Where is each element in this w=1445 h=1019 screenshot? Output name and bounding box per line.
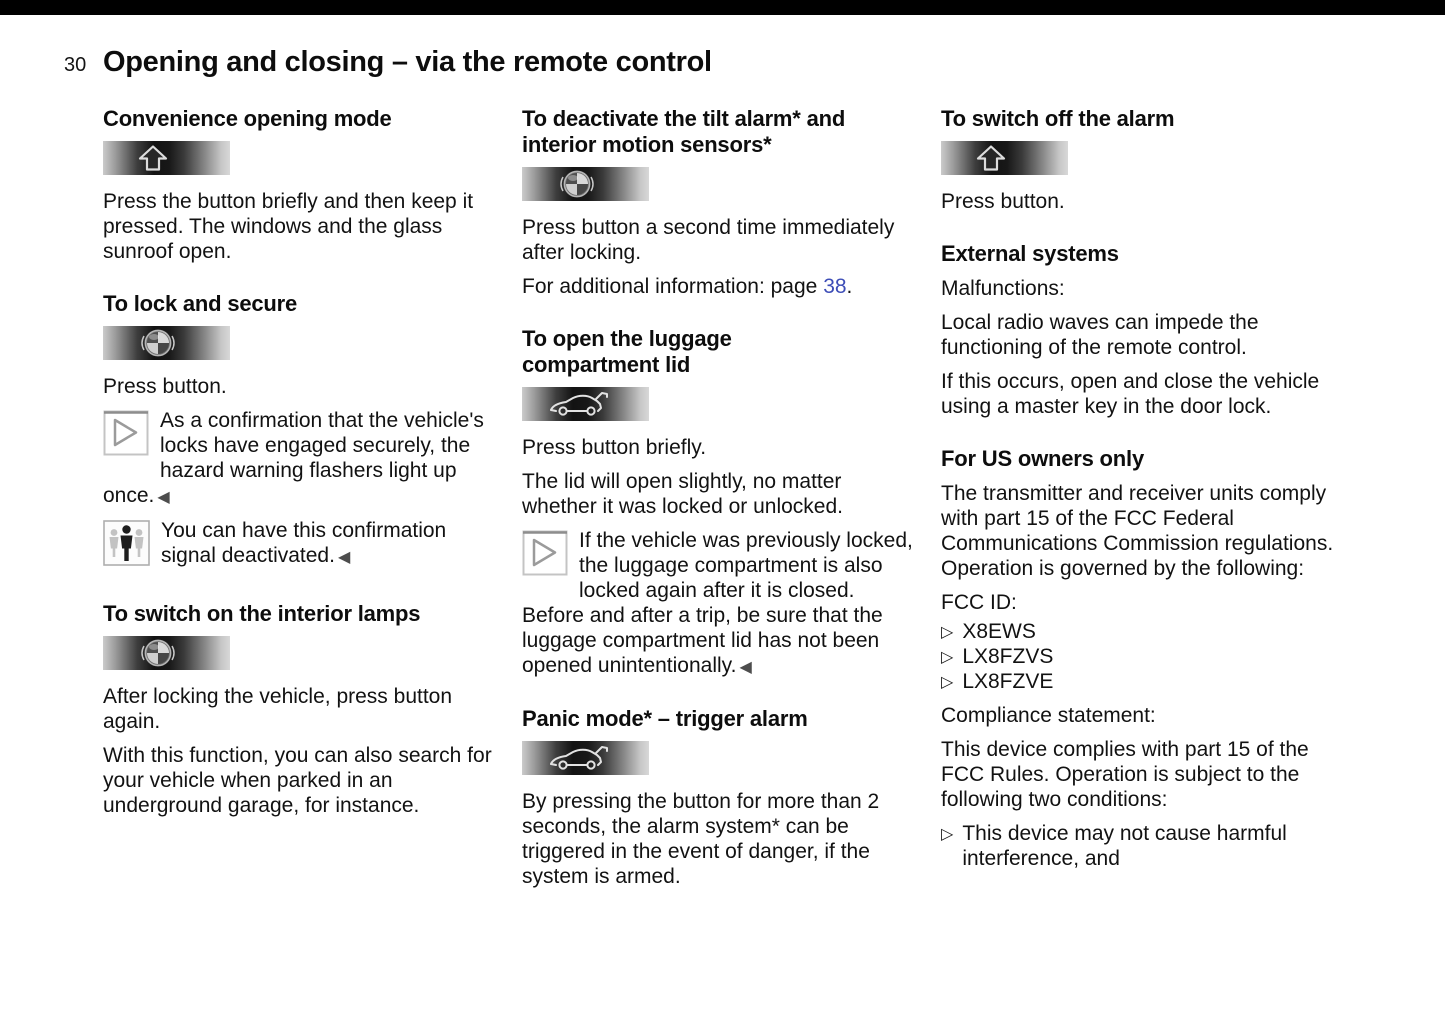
list-item [941,821,1338,871]
section-end-marker-icon: ◀ [157,487,170,506]
additional-info-text [522,274,919,299]
remote-lock-button-image-2 [103,636,230,670]
tilt-alarm-text: Press button a second time immediately after locking. [522,216,895,264]
note-triangle-icon [522,530,568,582]
note-signal-deactivated-text: You can have this confirmation signal deactivated. [161,519,447,567]
column-2 [522,106,919,898]
triangle-bullet-icon: ▷ [941,824,954,843]
arrow-up-icon [136,145,170,172]
top-black-bar [0,0,1445,15]
fcc-id-value: X8EWS [962,620,1036,643]
page-38-link[interactable]: 38 [823,275,847,298]
car-open-trunk-icon [547,744,611,772]
bmw-roundel-icon [555,168,599,200]
car-open-trunk-icon [547,390,611,418]
remote-lock-button-image-3 [522,167,649,201]
heading-panic-mode: Panic mode* – trigger alarm [522,706,808,731]
heading-for-us-owners: For US owners only [941,446,1144,471]
heading-convenience-opening-mode: Convenience opening mode [103,106,392,131]
triangle-bullet-icon: ▷ [941,647,954,666]
heading-deactivate-tilt-alarm: To deactivate the tilt alarm* and interior motion sensors* [522,106,846,157]
compliance-statement-label: Compliance statement: [941,704,1156,727]
list-item [941,619,1338,644]
malfunctions-text: Malfunctions: [941,277,1065,300]
lamps-text-1: After locking the vehicle, press button again. [103,685,453,733]
note-luggage-locked-text: If the vehicle was previously locked, the luggage compartment is also locked again after it is closed. Before and after a trip, be sure that the luggage compartment lid has not been opened unintentionally. [522,529,913,677]
triangle-bullet-icon: ▷ [941,672,954,691]
content-columns [103,106,1445,898]
convenience-opening-text: Press the button briefly and then keep it pressed. The windows and the glass sunroof open. [103,190,474,263]
remote-trunk-button-image [522,387,649,421]
condition-text: This device may not cause harmful interference, and [962,822,1287,870]
triangle-bullet-icon: ▷ [941,622,954,641]
luggage-text-2: The lid will open slightly, no matter whether it was locked or unlocked. [522,470,843,518]
note-triangle-icon [103,410,149,462]
heading-open-luggage-lid: To open the luggage compartment lid [522,326,732,377]
master-key-text: If this occurs, open and close the vehicle using a master key in the door lock. [941,370,1320,418]
list-item [941,644,1338,669]
lock-press-button-text: Press button. [103,375,227,398]
note-lock-confirmation [103,408,500,509]
lamps-text-2: With this function, you can also search for your vehicle when parked in an underground garage, for instance. [103,744,492,817]
arrow-up-icon [974,145,1008,172]
note-luggage-locked [522,528,919,679]
additional-info-suffix: . [846,275,853,298]
remote-trunk-button-image-2 [522,741,649,775]
note-signal-deactivated [103,518,500,574]
fcc-id-value: LX8FZVS [962,645,1054,668]
fcc-id-label: FCC ID: [941,591,1017,614]
page-title: Opening and closing – via the remote control [103,46,712,78]
heading-to-lock-and-secure: To lock and secure [103,291,298,316]
column-1 [103,106,500,898]
note-lock-confirmation-text: As a confirmation that the vehicle's locks have engaged securely, the hazard warning flashers light up once. [103,409,484,507]
personal-setting-figures-icon [103,520,150,572]
heading-external-systems: External systems [941,241,1119,266]
remote-unlock-button-image [103,141,230,175]
heading-interior-lamps: To switch on the interior lamps [103,601,421,626]
section-end-marker-icon: ◀ [739,657,752,676]
page-header [64,46,1445,79]
list-item [941,669,1338,694]
radio-waves-text: Local radio waves can impede the functioning of the remote control. [941,311,1259,359]
section-end-marker-icon: ◀ [337,547,351,566]
remote-unlock-button-image-2 [941,141,1068,175]
fcc-compliance-text: The transmitter and receiver units comply with part 15 of the FCC Federal Communications Commission regulations. Operation is governed by the following: [941,482,1334,580]
luggage-text-1: Press button briefly. [522,436,707,459]
remote-lock-button-image [103,326,230,360]
fcc-id-value: LX8FZVE [962,670,1054,693]
bmw-roundel-icon [136,637,180,669]
page-number: 30 [64,54,87,76]
alarm-off-press-button-text: Press button. [941,190,1065,213]
bmw-roundel-icon [136,327,180,359]
fcc-id-list [941,619,1338,694]
panic-mode-text: By pressing the button for more than 2 seconds, the alarm system* can be triggered in the event of danger, if the system is armed. [522,790,880,888]
column-3 [941,106,1338,898]
device-complies-text: This device complies with part 15 of the FCC Rules. Operation is subject to the following two conditions: [941,738,1309,811]
heading-switch-off-alarm: To switch off the alarm [941,106,1175,131]
conditions-list [941,821,1338,871]
additional-info-prefix: For additional information: page [522,275,824,298]
